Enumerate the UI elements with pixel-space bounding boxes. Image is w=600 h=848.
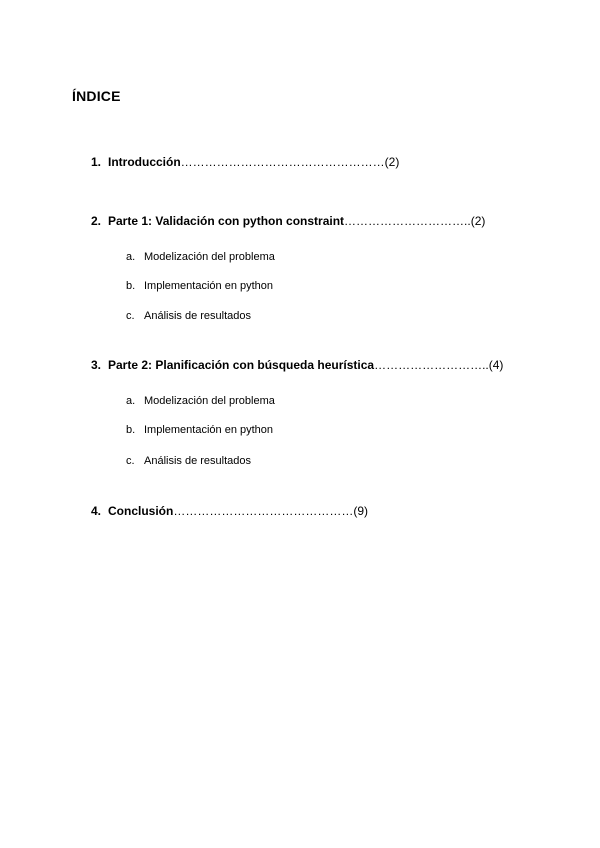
- toc-subitem-label: Implementación en python: [144, 280, 274, 292]
- toc-entry-number: 2.: [91, 214, 102, 228]
- toc-subitem-letter: c.: [126, 455, 135, 467]
- toc-entry-page: (4): [488, 358, 504, 372]
- toc-subitem-letter: a.: [126, 395, 136, 407]
- toc-entry-page: (2): [384, 155, 400, 169]
- toc-subitem[interactable]: [126, 395, 275, 407]
- toc-entry-label: Parte 2: Planificación con búsqueda heurística: [108, 358, 375, 372]
- toc-entry-page: (2): [470, 214, 486, 228]
- toc-entry-leader: ………………………..: [374, 358, 489, 372]
- toc-subitem[interactable]: [126, 251, 275, 263]
- toc-entry-leader: ………………………………………: [173, 504, 354, 518]
- toc-subitem-letter: a.: [126, 251, 136, 263]
- toc-entry-label: Parte 1: Validación con python constraint: [108, 214, 345, 228]
- toc-subitem-label: Modelización del problema: [144, 395, 275, 407]
- toc-subitem-letter: b.: [126, 280, 136, 292]
- toc-subitem[interactable]: [126, 455, 251, 467]
- toc-entry-page: (9): [353, 504, 369, 518]
- toc-entry-leader: ……………………………………………: [180, 155, 385, 169]
- toc-subitem[interactable]: [126, 280, 273, 292]
- toc-subitem-letter: b.: [126, 424, 136, 436]
- toc-subitem[interactable]: [126, 424, 273, 436]
- toc-subitem-label: Implementación en python: [144, 424, 274, 436]
- toc-subitem-label: Análisis de resultados: [144, 310, 252, 322]
- toc-entry-leader: …………………………..: [344, 214, 471, 228]
- toc-entry-parte-2[interactable]: [91, 358, 503, 372]
- toc-entry-label: Introducción: [108, 155, 181, 169]
- toc-entry-number: 3.: [91, 358, 102, 372]
- toc-subitem[interactable]: [126, 310, 251, 322]
- toc-entry-conclusion[interactable]: [91, 504, 368, 518]
- toc-subitem-label: Análisis de resultados: [144, 455, 252, 467]
- toc-entry-parte-1[interactable]: [91, 214, 485, 228]
- toc-entry-number: 1.: [91, 155, 102, 169]
- toc-subitem-label: Modelización del problema: [144, 251, 275, 263]
- toc-subitem-letter: c.: [126, 310, 135, 322]
- toc-entry-label: Conclusión: [108, 504, 174, 518]
- toc-entry-number: 4.: [91, 504, 102, 518]
- toc-entry-introduccion[interactable]: [91, 155, 399, 169]
- page-title: ÍNDICE: [72, 88, 121, 104]
